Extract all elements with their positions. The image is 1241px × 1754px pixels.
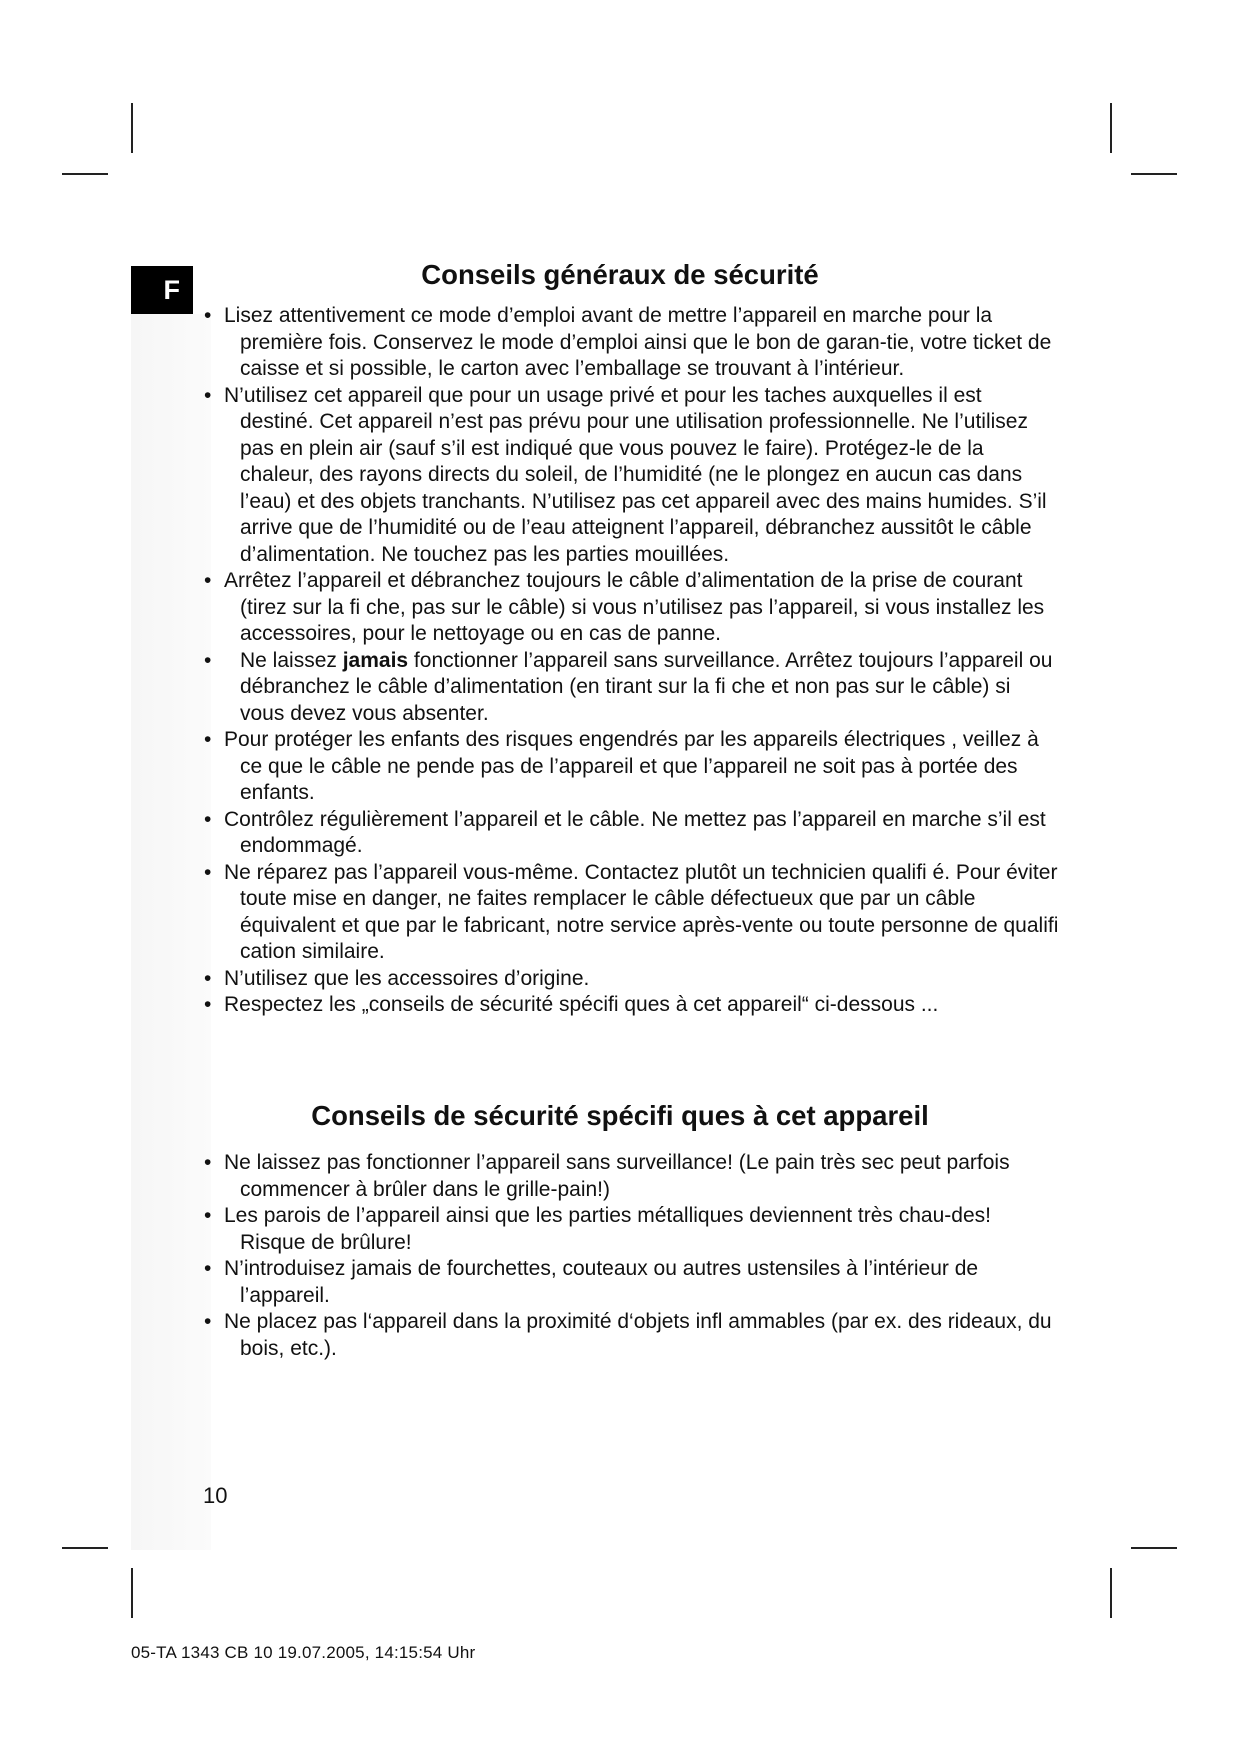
list-item bbox=[200, 1256, 1060, 1309]
emphasis-text: jamais bbox=[342, 648, 409, 672]
print-footer: 05-TA 1343 CB 10 19.07.2005, 14:15:54 Uhr bbox=[131, 1643, 476, 1662]
crop-mark bbox=[1110, 1568, 1112, 1618]
crop-mark bbox=[1131, 173, 1177, 175]
bullet-icon: • bbox=[204, 304, 212, 327]
list-item bbox=[200, 648, 1060, 728]
crop-mark bbox=[62, 173, 108, 175]
list-item bbox=[200, 568, 1060, 648]
list-item bbox=[200, 992, 1060, 1019]
list-item bbox=[200, 966, 1060, 993]
bullet-icon: • bbox=[204, 569, 212, 592]
section-heading-general: Conseils généraux de sécurité bbox=[421, 259, 819, 290]
list-item-text: Ne placez pas l‘appareil dans la proximité d‘objets infl ammables (par ex. des rideaux, du bois, etc.). bbox=[224, 1310, 1052, 1360]
list-item-text: Arrêtez l’appareil et débranchez toujours le câble d’alimentation de la prise de courant (tirez sur la fi che, pas sur le câble) si vous n’utilisez pas l’appareil, si vous installez les accessoires, pour le nettoyage ou en cas de panne. bbox=[224, 569, 1045, 645]
bullet-icon: • bbox=[204, 860, 212, 884]
crop-mark bbox=[1110, 103, 1112, 153]
list-item-text: Lisez attentivement ce mode d’emploi avant de mettre l’appareil en marche pour la première fois. Conservez le mode d’emploi ainsi que le bon de garan-tie, votre ticket de caisse et si possible, le carton avec l’emballage se trouvant à l’intérieur. bbox=[224, 304, 1052, 380]
list-item bbox=[200, 1203, 1060, 1256]
crop-mark bbox=[131, 103, 133, 153]
list-item bbox=[200, 303, 1060, 383]
crop-mark bbox=[62, 1547, 108, 1549]
list-item-text: Ne réparez pas l’appareil vous-même. Contactez plutôt un technicien qualifi é. Pour éviter toute mise en danger, ne faites remplacer le câble défectueux que par un câble équivalent et que par le fabricant, notre service après-vente ou toute personne de qualifi cation similaire. bbox=[224, 860, 1059, 963]
bullet-icon: • bbox=[204, 1310, 212, 1333]
bullet-icon: • bbox=[204, 1204, 212, 1227]
list-item-text: Ne laissez bbox=[240, 648, 343, 672]
page-number: 10 bbox=[203, 1483, 228, 1508]
bullet-icon: • bbox=[204, 807, 212, 831]
bullet-icon: • bbox=[204, 728, 212, 751]
bullet-icon: • bbox=[204, 993, 212, 1016]
list-item-text: N’utilisez que les accessoires d’origine. bbox=[224, 966, 590, 990]
list-item-text: N’utilisez cet appareil que pour un usage privé et pour les taches auxquelles il est destiné. Cet appareil n’est pas prévu pour une utilisation professionnelle. Ne l’utilisez pas en plein air (sauf s’il est indiqué que vous pouvez le faire). Protégez-le de la chaleur, des rayons directs du soleil, de l’humidité (ne le plongez en aucun cas dans l’eau) et des objets tranchants. N’utilisez pas cet appareil avec des mains humides. S’il arrive que de l’humidité ou de l’eau atteignent l’appareil, débranchez aussitôt le câble d’alimentation. Ne touchez pas les parties mouillées. bbox=[224, 383, 1047, 566]
crop-mark bbox=[131, 1568, 133, 1618]
list-item-text: Respectez les „conseils de sécurité spécifi ques à cet appareil“ ci-dessous ... bbox=[224, 993, 939, 1016]
bullet-icon: • bbox=[204, 1151, 212, 1174]
bullet-icon: • bbox=[204, 966, 212, 990]
list-item-text: Contrôlez régulièrement l’appareil et le câble. Ne mettez pas l’appareil en marche s’il est endommagé. bbox=[224, 807, 1046, 857]
list-item-text: N’introduisez jamais de fourchettes, couteaux ou autres ustensiles à l’intérieur de l’appareil. bbox=[224, 1257, 979, 1307]
language-tab: F bbox=[131, 266, 193, 314]
list-item-text: Les parois de l’appareil ainsi que les parties métalliques deviennent très chau-des! Risque de brûlure! bbox=[224, 1204, 991, 1254]
bullet-icon: • bbox=[204, 1257, 212, 1280]
list-item bbox=[200, 860, 1060, 966]
section-heading-specific: Conseils de sécurité spécifi ques à cet appareil bbox=[311, 1100, 929, 1131]
list-item bbox=[200, 1309, 1060, 1362]
list-item bbox=[200, 807, 1060, 860]
list-item bbox=[200, 383, 1060, 569]
crop-mark bbox=[1131, 1547, 1177, 1549]
specific-safety-list bbox=[200, 1150, 1060, 1362]
general-safety-list bbox=[200, 303, 1060, 1019]
list-item-text: Pour protéger les enfants des risques engendrés par les appareils électriques , veillez à ce que le câble ne pende pas de l’appareil et que l’appareil ne soit pas à portée des enfants. bbox=[224, 728, 1039, 804]
list-item-text: fonctionner l’appareil sans surveillance. Arrêtez toujours l’appareil ou débranchez le câble d’alimentation (en tirant sur la fi che et non pas sur le câble) si vous devez vous absenter. bbox=[240, 648, 1053, 725]
bullet-icon: • bbox=[204, 383, 212, 407]
list-item bbox=[200, 1150, 1060, 1203]
list-item-text: Ne laissez pas fonctionner l’appareil sans surveillance! (Le pain très sec peut parfois commencer à brûler dans le grille-pain!) bbox=[224, 1151, 1010, 1201]
margin-shade bbox=[131, 314, 211, 1550]
list-item bbox=[200, 727, 1060, 807]
bullet-icon: • bbox=[204, 648, 212, 672]
